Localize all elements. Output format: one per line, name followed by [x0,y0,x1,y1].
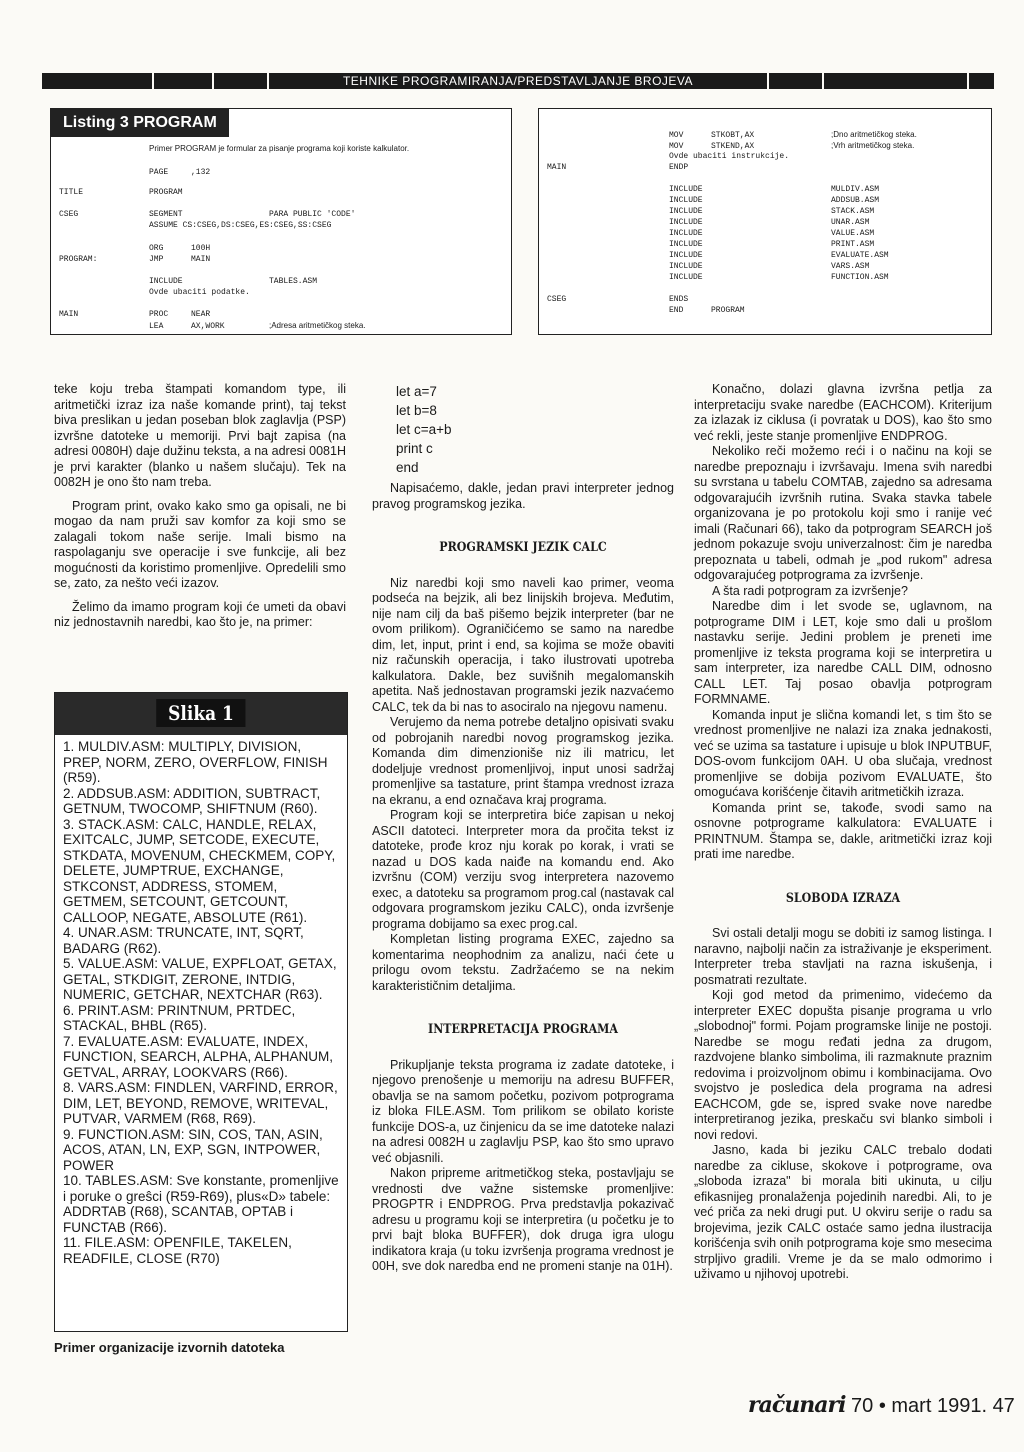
code-line: ORG 100H [149,244,211,253]
list-item: 11. FILE.ASM: OPENFILE, TAKELEN, READFILE, CLOSE (R70) [63,1235,292,1266]
listing-intro: Primer PROGRAM je formular za pisanje programa koji koriste kalkulator. [149,144,410,153]
listing-title: Listing 3 PROGRAM [51,109,229,137]
code-line: INCLUDE STACK.ASM [669,207,875,216]
code-line: TITLE PROGRAM [59,188,183,197]
code-line: CSEG SEGMENT PARA PUBLIC 'CODE' [59,210,356,219]
code-line: end [396,460,419,475]
code-line: INCLUDE ADDSUB.ASM [669,196,880,205]
section-header-title: TEHNIKE PROGRAMIRANJA/PREDSTAVLJANJE BROJEVA [342,74,694,88]
paragraph: Program koji se interpretira biće zapisan u nekoj ASCII datoteci. Interpreter mora da pročita tekst iz datoteke, prođe kroz nju korak po korak, i vrati se nazad u DOS kada naiđe na komandu end. Ako izvršnu (COM) verziju svog interpretera nazovemo exec, a datoteku sa programom prog.cal (nastavak cal odgovara programskom jeziku CALC), onda izvršenje programa dobijamo sa exec prog.cal. [372,808,674,931]
code-line: let c=a+b [396,422,452,437]
figure-title: Slika 1 [156,699,246,727]
list-item: 3. STACK.ASM: CALC, HANDLE, RELAX, EXITCALC, JUMP, SETCODE, EXECUTE, STKDATA, MOVENUM, CHECKMEM, COPY, DELETE, JUMPTRUE, EXCHANGE, STKCONST, ADDRESS, STOMEM, GETMEM, SETCOUNT, GETCOUNT, CALLOOP, NEGATE, ABSOLUTE (R61). [63,816,336,925]
code-line: MAIN PROC NEAR [59,310,211,319]
section-heading: SLOBODA IZRAZA [785,890,901,906]
list-item: 5. VALUE.ASM: VALUE, EXPFLOAT, GETAX, GETAL, STKDIGIT, ZERONE, INTDIG, NUMERIC, GETCHAR, NEXTCHAR (R63). [63,956,337,1002]
page-number: 47 [992,1395,1015,1417]
paragraph: Komanda input je slična komandi let, s tim što se vrednost promenljive ne nalazi iza znaka jednakosti, već se uzima sa tastature i upisuje u blok INPUTBUF, DOS-ovom funkcijom 0AH. U oba slučaja, vrednost promenljive se dobija pozivom EVALUATE, što omogućava korišćenje čitavih aritmetičkih izraza. [694,707,992,799]
code-line: Ovde ubaciti instrukcije. [669,152,790,161]
list-item: 10. TABLES.ASM: Sve konstante, promenljive i poruke o greŝci (R59-R69), plus«D» tabele: ADDRTAB (R68), SCANTAB, OPTAB i FUNCTAB (R66). [63,1173,339,1235]
paragraph: Prikupljanje teksta programa iz zadate datoteke, i njegovo prenošenje u memoriju na adresu BUFFER, obavlja se na samom početku, pozivom potprograma iz bloka FILE.ASM. Tom prilikom se obilato koriste funkcije DOS-a, uz činjenicu da se ime datoteke nalazi na adresi 0082H u zaglavlju PSP, kao što smo upravo već objasnili. [372,1057,674,1165]
code-line: ASSUME CS:CSEG,DS:CSEG,ES:CSEG,SS:CSEG [149,221,332,230]
code-line: INCLUDE PRINT.ASM [669,240,875,249]
paragraph: A šta radi potprogram za izvršenje? [712,583,908,598]
code-line: PAGE ,132 [149,168,211,177]
code-line: INCLUDE FUNCTION.ASM [669,273,889,282]
code-line: INCLUDE VARS.ASM [669,262,870,271]
list-item: 6. PRINT.ASM: PRINTNUM, PRTDEC, STACKAL, BHBL (R65). [63,1002,296,1033]
code-line: INCLUDE MULDIV.ASM [669,185,880,194]
code-line: let a=7 [396,384,437,399]
code-line: LEA AX,WORK ;Adresa aritmetičkog steka. [149,321,366,331]
paragraph: Koji god metod da primenimo, videćemo da interpreter EXEC dopušta pisanje programa u vrlo „slobodnoj" formi. Pojam programske linije ne postoji. Naredbe se mogu ređati jedna za drugom, razdvojene blanko simbolima, ili razmaknute praznim redovima i proizvoljnom obimu i kombinacijama. Ovo svojstvo je posledica dela programa na adresi EACHCOM, gde se, ispred svake nove naredbe interpretiranog jezika, preskaču svi blanko simboli i novi redovi. [694,988,992,1142]
paragraph: Verujemo da nema potrebe detaljno opisivati svaku od pobrojanih naredbi novog programskog jezika. Komanda dim dimenzioniše niz ili matricu, let dodeljuje vrednost promenljivoj, input unosi sadržaj promenljive sa tastature, print štampa vrednost izraza na ekranu, a end označava kraj programa. [372,715,674,807]
figure-box [54,692,348,1332]
code-line: END PROGRAM [669,306,745,315]
paragraph: Svi ostali detalji mogu se dobiti iz samog listinga. I naravno, najbolji način za istraživanje je eksperiment. Interpreter treba stavljati na razna iskušenja, i posmatrati rezultate. [694,926,992,987]
list-item: 7. EVALUATE.ASM: EVALUATE, INDEX, FUNCTION, SEARCH, ALPHA, ALPHANUM, GETVAL, ARRAY, LOOKVARS (R66). [63,1033,334,1080]
paragraph: Jasno, kada bi jeziku CALC trebalo dodati naredbe za cikluse, skokove i potprograme, ova „sloboda izraza" bi morala biti ukinuta, u cilju efikasnijeg pronalaženja pojedinih naredbi. Ali, to je već priča za neki drugi put. U okviru serije o radu sa brojevima, jezik CALC ostaće samo jedna ilustracija korišćenja svih onih potprograma koje smo mesecima strpljivo gradili. Vreme je da se malo odmorimo i uživamo u njihovoj upotrebi. [694,1143,992,1281]
paragraph: Niz naredbi koji smo naveli kao primer, veoma podseća na bejzik, ali bez linijskih brojeva. Međutim, nije nam cilj da baš pišemo bejzik interpreter (bar ne ovom prilikom). Ograničićemo se samo na naredbe dim, let, input, print i end, sa kojima se može obaviti niz računskih operacija, i tako ilustrovati upotreba kalkulatora. Dakle, bez suvišnih megalomanskih apetita. Naš jednostavan programski jezik nazvaćemo CALC, tek da bi nas to asociralo na njegovu namenu. [372,575,674,714]
code-line: INCLUDE UNAR.ASM [669,218,870,227]
list-item: 9. FUNCTION.ASM: SIN, COS, TAN, ASIN, ACOS, ATAN, LN, EXP, SGN, INTPOWER, POWER [63,1126,323,1173]
listing-box-left [50,108,512,335]
example-code [396,382,674,477]
list-item: 1. MULDIV.ASM: MULTIPLY, DIVISION, PREP, NORM, ZERO, OVERFLOW, FINISH (R59). [63,739,328,785]
paragraph: Komanda print se, takođe, svodi samo na osnovne potprograme kalkulatora: EVALUATE i PRINTNUM. Štampa se, dakle, aritmetički izraz koji prati ime naredbe. [694,800,992,861]
column-1 [54,382,346,631]
page-footer [748,1392,1015,1418]
code-line: CSEG ENDS [547,295,689,304]
paragraph: Nekoliko reči možemo reći i o načinu na koji se naredbe prepoznaju i izvršavaju. Imena svih naredbi su svrstana u tabelu COMTAB, zajedno sa adresama odgovarajućih izvršnih rutina. Svaka stavka tabele organizovana je po protokolu koji smo i ranije već imali (Računari 66), tako da potprogram SEARCH još jednom pokazuje svoju univerzalnost: čim je naredba prepoznata u tabeli, odmah je „pod rukom" adresa odgovarajućeg potprograma za izvršenje. [694,444,992,582]
code-line: INCLUDE EVALUATE.ASM [669,251,889,260]
listing-box-right [538,108,992,335]
paragraph: Konačno, dolazi glavna izvršna petlja za interpretaciju svake naredbe (EACHCOM). Kriterijum za izlazak iz ciklusa (i povratak u DOS), kao što smo već rekli, jeste stanje promenljive ENDPROG. [694,382,992,443]
figure-list [63,739,343,1266]
section-header [42,73,994,89]
code-line: MAIN ENDP [547,163,689,172]
code-line: Ovde ubaciti podatke. [149,288,250,297]
magazine-logo: računari [748,1392,846,1418]
paragraph: Napisaćemo, dakle, jedan pravi interpreter jednog pravog programskog jezika. [372,481,674,511]
bullet: • [878,1395,886,1417]
paragraph: Kompletan listing programa EXEC, zajedno sa komentarima neophodnim za analizu, naći ćete u prilogu ovom tekstu. Zadržaćemo se na nekim karakterističnim detaljima. [372,932,674,993]
code-line: MOV STKEND,AX ;Vrh aritmetičkog steka. [669,141,915,151]
list-item: 2. ADDSUB.ASM: ADDITION, SUBTRACT, GETNUM, TWOCOMP, SHIFTNUM (R60). [63,785,321,816]
paragraph: Program print, ovako kako smo ga opisali, ne bi mogao da nam pruži sav komfor za koji smo se zalagali tokom naše serije. Imali bismo na raspolaganju sve operacije i sve funkcije, ali bez mogućnosti da koristimo promenljive. Opredelili smo se, zato, za nešto veći izazov. [54,498,346,590]
code-line: MOV STKOBT,AX ;Dno aritmetičkog steka. [669,130,917,140]
list-item: 8. VARS.ASM: FINDLEN, VARFIND, ERROR, DIM, LET, BEYOND, REMOVE, WRITEVAL, PUTVAR, VARMEM (R68, R69). [63,1080,338,1126]
section-heading: INTERPRETACIJA PROGRAMA [428,1022,618,1037]
code-line: PROGRAM: JMP MAIN [59,255,211,264]
issue-date: mart 1991. [891,1395,987,1417]
column-2 [372,382,674,1275]
code-line: print c [396,441,433,456]
list-item: 4. UNAR.ASM: TRUNCATE, INT, SQRT, BADARG (R62). [63,925,304,956]
issue-number: 70 [851,1395,874,1417]
code-line: let b=8 [396,403,437,418]
paragraph: Želimo da imamo program koji će umeti da obavi niz jednostavnih naredbi, kao što je, na primer: [54,599,346,629]
section-heading: PROGRAMSKI JEZIK CALC [439,540,607,555]
paragraph: Nakon pripreme aritmetičkog steka, postavljaju se vrednosti dve važne sistemske promenljive: PROGPTR i ENDPROG. Prva predstavlja pokazivač adresu u programu koji se interpretira (u početku je to prvi bajt bloka BUFFER), dok druga igra ulogu indikatora kraja (u toku izvršenja programa vrednost je 00H, sve dok naredba end ne promeni stanje na 01H). [372,1166,674,1273]
code-line: INCLUDE TABLES.ASM [149,277,318,286]
code-line: INCLUDE VALUE.ASM [669,229,875,238]
column-3 [694,382,992,1283]
figure-header [55,693,347,735]
paragraph: Naredbe dim i let svode se, uglavnom, na potprograme DIM i LET, koje smo dali u prošlom nastavku serije. Jedini problem je preneti ime promenljive iz teksta programa koji se interpretira u sam interpreter, iza naredbe CALL DIM, odnosno CALL LET. Taj posao obavlja potprogram FORMNAME. [694,599,992,706]
figure-caption: Primer organizacije izvornih datoteka [54,1340,285,1355]
paragraph: teke koju treba štampati komandom type, ili aritmetički izraz iza naše komande print), taj tekst biva preslikan u jedan poseban blok zaglavlja (PSP) izvršne datoteke u memoriji. Prvi bajt zapisa (na adresi 0080H) daje dužinu teksta, a na adresi 0081H je prvi karakter (blanko u našem slučaju). Tek na 0082H je ono što nam treba. [54,382,346,489]
